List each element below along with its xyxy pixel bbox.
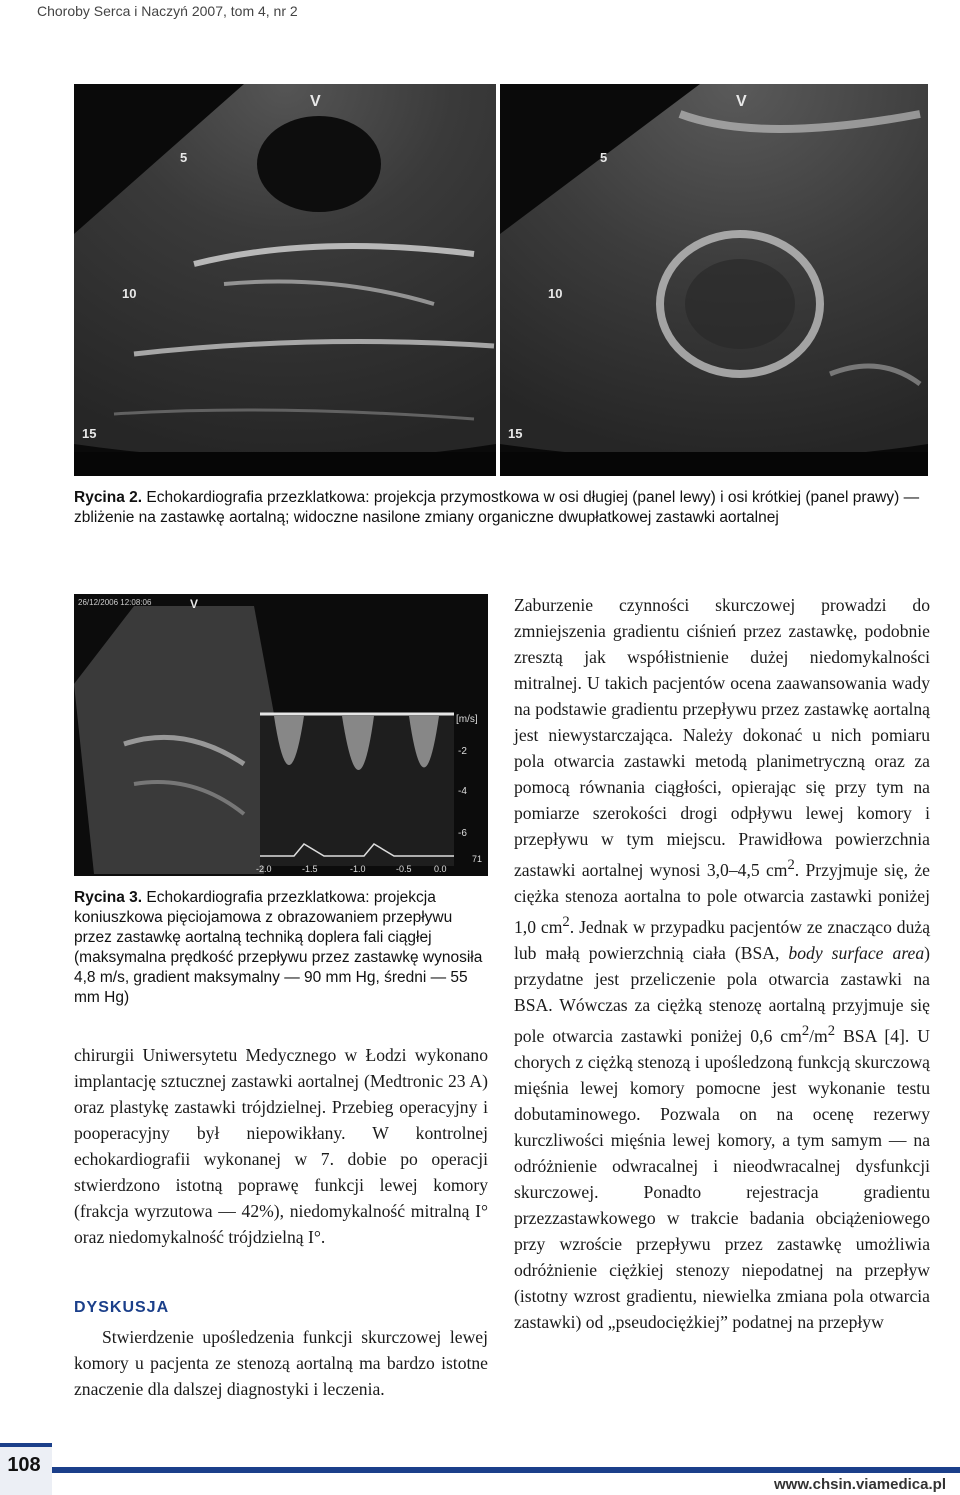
- figure-2-caption: [74, 488, 930, 527]
- superscript: 2: [801, 1022, 810, 1039]
- running-head: Choroby Serca i Naczyń 2007, tom 4, nr 2: [37, 3, 298, 19]
- right-column-text: [514, 592, 930, 1335]
- depth-label: 15: [508, 426, 523, 441]
- body-paragraph: [514, 592, 930, 1335]
- depth-label: 10: [548, 286, 563, 301]
- text-run: BSA [4]. U chorych z ciężką stenozą i upośledzoną funkcją skurczową mięśnia lewej komory pomocne jest wykonanie testu dobutaminowego. Pozwala on na ocenę rezerwy kurczliwości mięśnia lewej komory, a tym samym — na odróżnienie odwracalnej i nieodwracalnej dysfunkcji skurczowej. Ponadto rejestracja gradientu przezzastawkowego w trakcie badania obciążeniowego przy wzroście przepływu przez zastawkę umożliwia odróżnienie ciężkiej stenozy niepodatnej na przepływ (istotny wzrost gradientu, niewielka zmiana pola otwarcia zastawki) od „pseudociężkiej” podatnej na przepływ: [514, 1025, 930, 1332]
- italic-term: body surface area: [788, 942, 925, 963]
- body-paragraph: Stwierdzenie upośledzenia funkcji skurczowej lewej komory u pacjenta ze stenozą aortalną ma bardzo istotne znaczenie dla dalszej diagnostyki i leczenia.: [74, 1327, 488, 1399]
- orientation-mark: V: [310, 93, 321, 110]
- text-run: ) przydatne jest przeliczenie pola otwarcia zastawki na BSA. Wówczas za ciężką stenozę aortalną przyjmuje się pole otwarcia zastawki poniżej 0,6 cm: [514, 942, 930, 1046]
- depth-label: 5: [600, 150, 608, 165]
- caption-label: Rycina 2.: [74, 489, 143, 506]
- text-run: /m: [809, 1025, 828, 1046]
- time-tick: -2.0: [256, 864, 272, 874]
- echo-image-short-axis: [500, 84, 928, 476]
- text-run: . Przyjmuje się, że ciężka stenoza aortalna to pole otwarcia zastawki poniżej 1,0 cm: [514, 859, 930, 937]
- time-tick: -0.5: [396, 864, 412, 874]
- velocity-tick: -2: [458, 746, 467, 757]
- body-paragraph: chirurgii Uniwersytetu Medycznego w Łodzi wykonano implantację sztucznej zastawki aortalnej (Medtronic 23 A) oraz plastykę zastawki trójdzielnej. Przebieg operacyjny i pooperacyjny był niepowikłany. W kontrolnej echokardiografii wykonanej w 7. dobie po operacji stwierdzono istotną poprawę funkcji lewej komory (frakcja wyrzutowa — 42%), niedomykalność mitralną I° oraz niedomykalność trójdzielną I°.: [74, 1045, 488, 1247]
- time-tick: 0.0: [434, 864, 447, 874]
- discussion-text: [74, 1324, 488, 1402]
- caption-text: Echokardiografia przezklatkowa: projekcja przymostkowa w osi długiej (panel lewy) i osi krótkiej (panel prawy) — zbliżenie na zastawkę aortalną; widoczne nasilone zmiany organiczne dwupłatkowej zastawki aortalnej: [74, 489, 920, 526]
- time-tick: -1.0: [350, 864, 366, 874]
- echo-doppler-image: [74, 594, 488, 876]
- depth-label: 10: [122, 286, 137, 301]
- text-run: Zaburzenie czynności skurczowej prowadzi do zmniejszenia gradientu ciśnień przez zastawkę, podobnie zresztą jak współistnienie dużej niedomykalności mitralnej. U takich pacjentów ocena zaawansowania wady na podstawie gradientu przepływu przez zastawkę aortalną jest niewystarczająca. Należy dokonać u nich pomiaru pola otwarcia zastawki metodą planimetryczną oraz za pomocą równania ciągłości, opierając się przy tym na pomiarze szerokości drogi odpływu lewej komory i przepływu w tym miejscu. Prawidłowa powierzchnia zastawki aortalnej wynosi 3,0–4,5 cm: [514, 595, 930, 880]
- left-column-text: [74, 1042, 488, 1250]
- superscript: 2: [787, 857, 795, 873]
- text-run: . Jednak w przypadku pacjentów ze znacząco dużą lub małą powierzchnią ciała (BSA,: [514, 916, 930, 963]
- velocity-tick: -6: [458, 828, 467, 839]
- figure-3-caption: [74, 888, 488, 1008]
- timestamp: 26/12/2006 12:08:06: [78, 598, 152, 607]
- time-tick: -1.5: [302, 864, 318, 874]
- website-link[interactable]: www.chsin.viamedica.pl: [773, 1476, 946, 1493]
- section-heading: DYSKUSJA: [74, 1299, 170, 1316]
- unit-label: [m/s]: [456, 714, 478, 725]
- caption-label: Rycina 3.: [74, 889, 143, 906]
- superscript: 2: [827, 1022, 836, 1039]
- orientation-mark: V: [736, 93, 747, 110]
- velocity-tick: -4: [458, 786, 467, 797]
- heart-rate: 71: [472, 854, 483, 864]
- depth-label: 15: [82, 426, 97, 441]
- echo-image-long-axis: [74, 84, 496, 476]
- caption-text: Echokardiografia przezklatkowa: projekcja koniuszkowa pięciojamowa z obrazowaniem przepływu przez zastawkę aortalną techniką doplera fali ciągłej (maksymalna prędkość przepływu przez zastawkę wynosiła 4,8 m/s, gradient maksymalny — 90 mm Hg, średni — 55 mm Hg): [74, 889, 483, 1006]
- footer-rule: [0, 1467, 960, 1473]
- page-number: 108: [7, 1454, 41, 1476]
- depth-label: 5: [180, 150, 188, 165]
- superscript: 2: [562, 913, 570, 930]
- orientation-mark: V: [190, 597, 199, 611]
